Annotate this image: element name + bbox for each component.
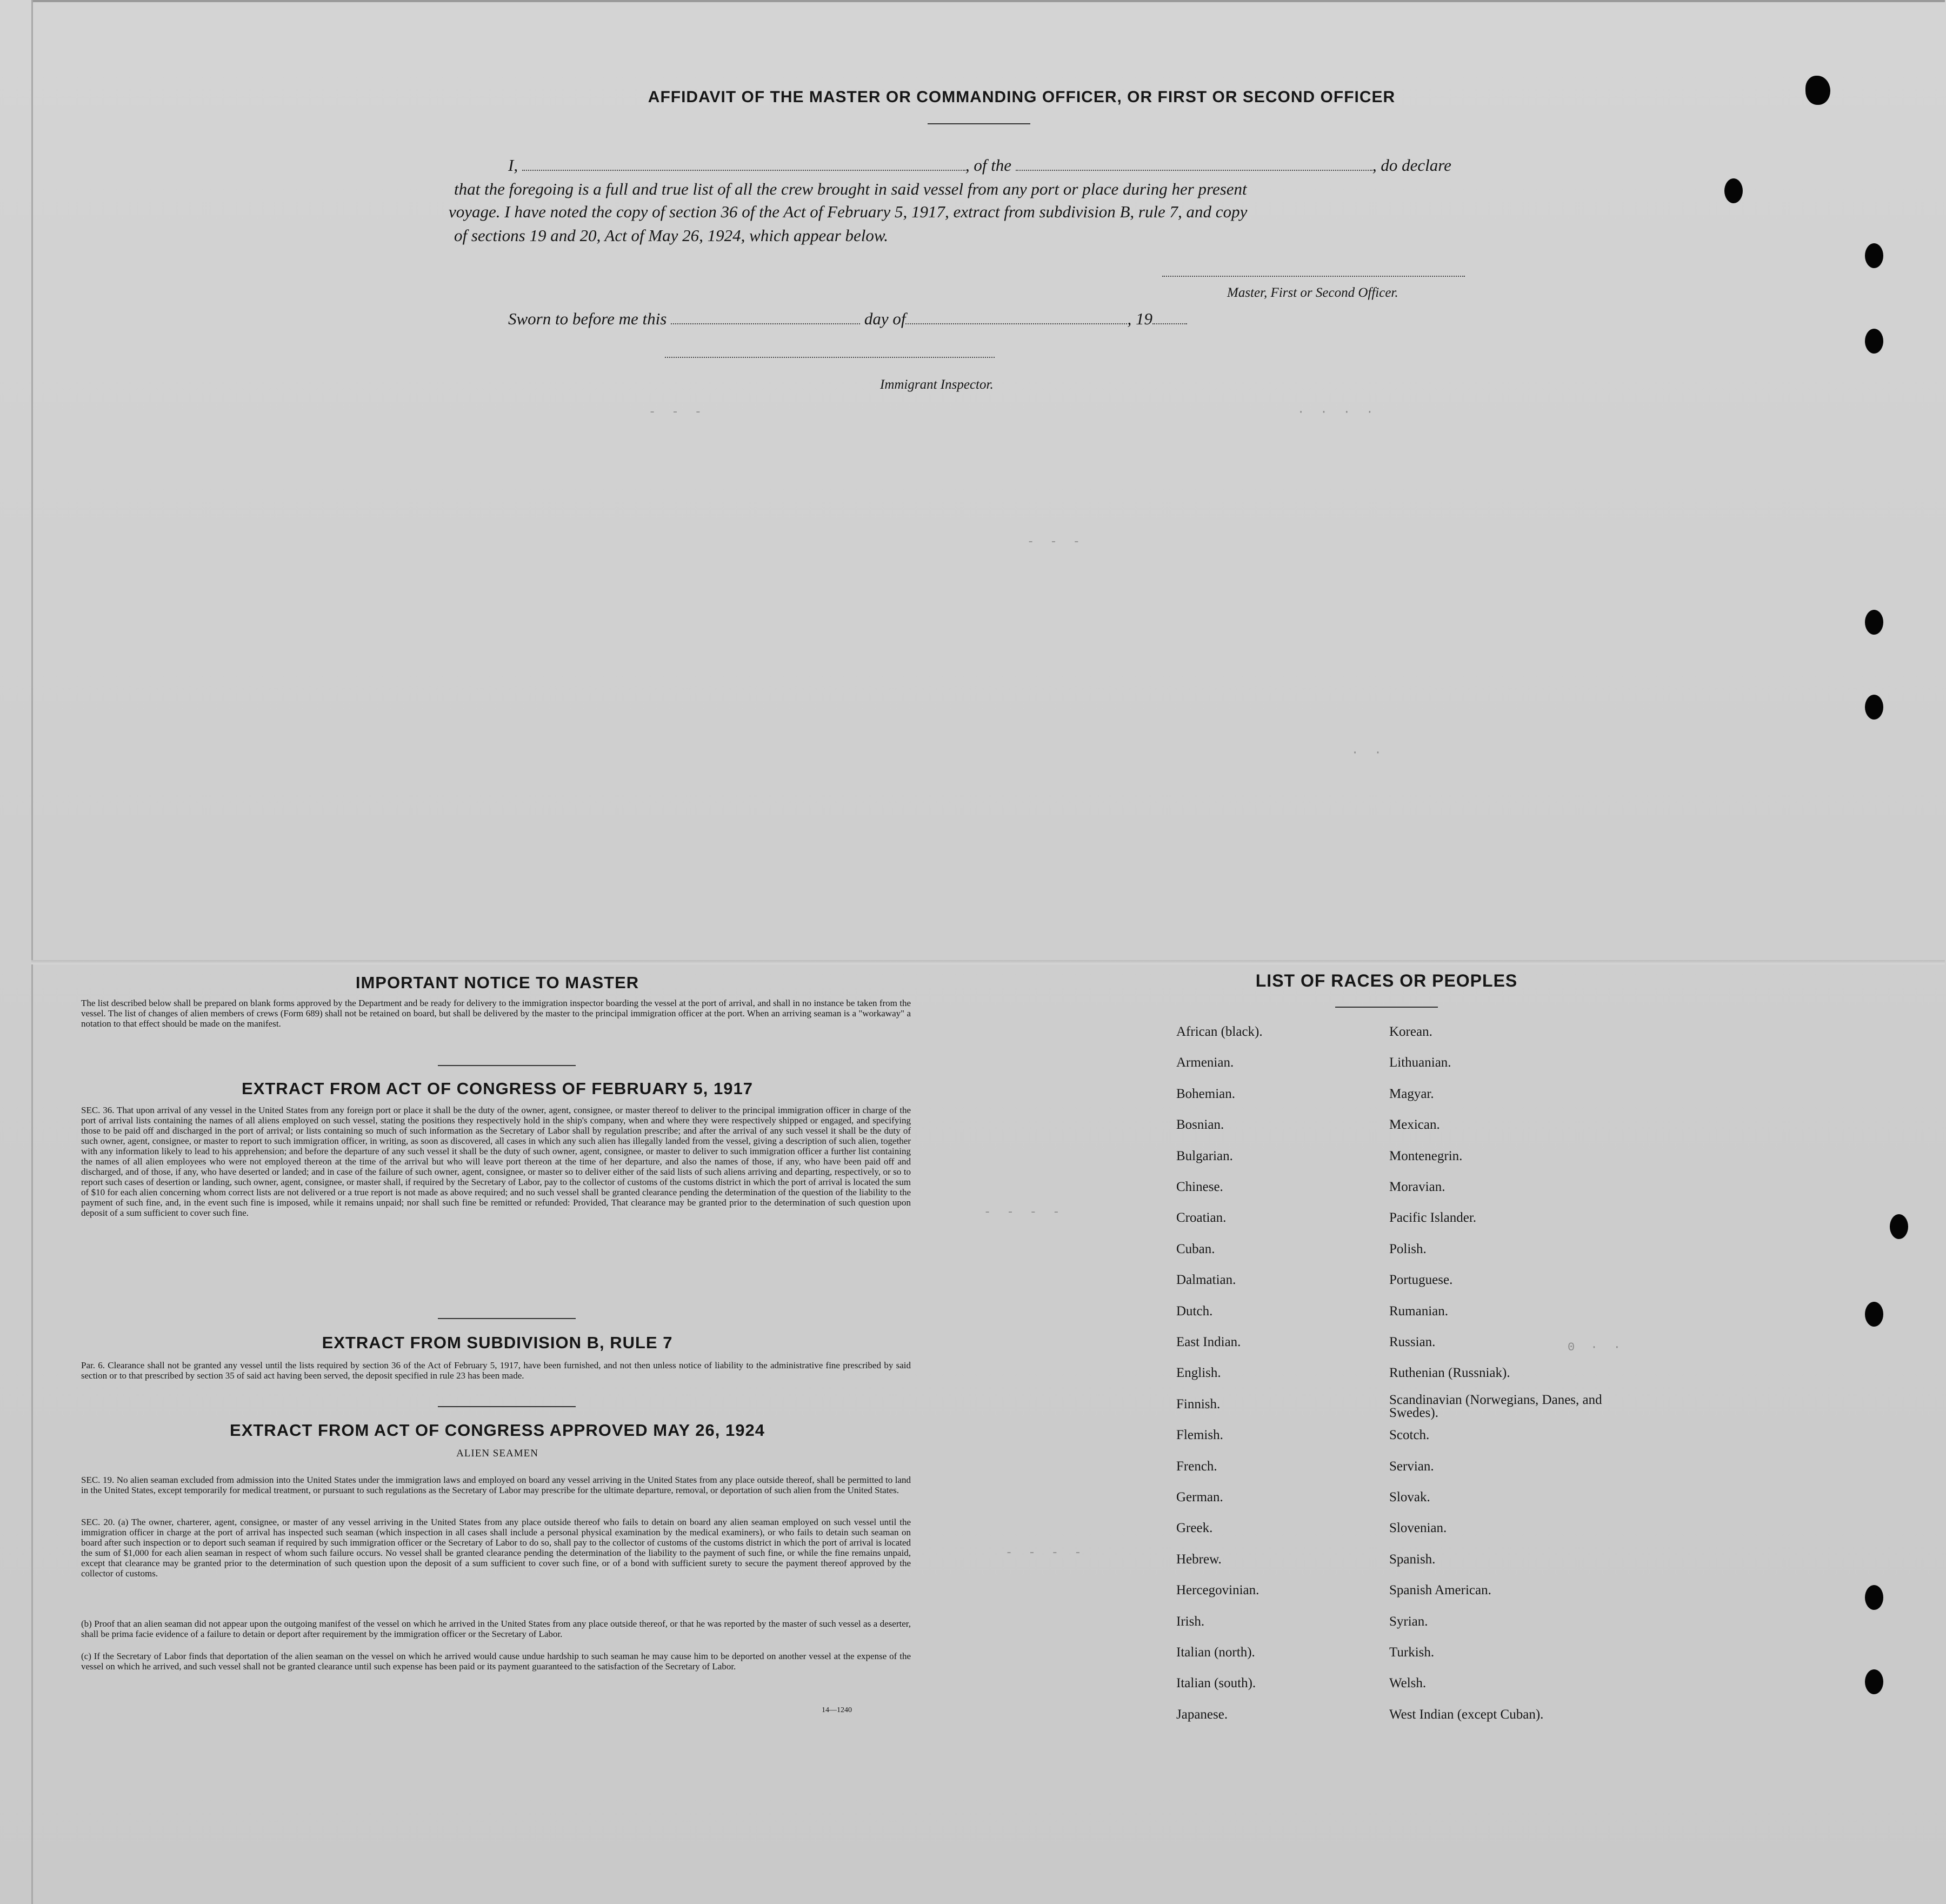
- affidavit-title: AFFIDAVIT OF THE MASTER OR COMMANDING OFFICER, OR FIRST OR SECOND OFFICER: [648, 88, 1396, 106]
- right-race-item: Slovenian.: [1389, 1521, 1447, 1535]
- right-race-item: Polish.: [1389, 1242, 1427, 1256]
- extract-1924-sec20c: (c) If the Secretary of Labor finds that deportation of the alien seaman on the vessel on which he arrived would cause undue hardship to such seaman he may cause him to be deported on another vessel at the expense of the vessel on which he arrived, and such vessel shall not be granted clearance until such expense has been paid or its payment guaranteed to the satisfaction of the Secretary of Labor.: [81, 1651, 911, 1672]
- bleed-through-text: 0 · ·: [1568, 1341, 1625, 1354]
- form-number: 14—1240: [822, 1706, 852, 1714]
- day-of-text: day of: [864, 309, 906, 328]
- section-divider: [438, 1318, 576, 1319]
- right-race-item: Scandinavian (Norwegians, Danes, and Swedes).: [1389, 1393, 1602, 1420]
- sworn-prefix: Sworn to before me this: [508, 309, 667, 328]
- inspector-signature-field[interactable]: [665, 357, 995, 358]
- punch-hole: [1865, 1585, 1883, 1610]
- right-race-item: Syrian.: [1389, 1614, 1428, 1629]
- extract-rule7-title: EXTRACT FROM SUBDIVISION B, RULE 7: [322, 1333, 673, 1352]
- master-signature-field[interactable]: [1162, 276, 1465, 277]
- right-race-item: Welsh.: [1389, 1676, 1427, 1690]
- affidavit-line-2: that the foregoing is a full and true list of all the crew brought in said vessel from any port or place during her present: [454, 179, 1247, 198]
- sworn-day-field[interactable]: [671, 323, 860, 324]
- punch-hole: [1865, 1302, 1883, 1327]
- bleed-through-text: - - -: [1027, 535, 1085, 549]
- punch-hole: [1865, 243, 1883, 268]
- punch-hole: [1805, 76, 1830, 105]
- affidavit-line-4: of sections 19 and 20, Act of May 26, 1924, which appear below.: [454, 226, 889, 245]
- left-race-item: Bulgarian.: [1176, 1149, 1233, 1163]
- extract-1924-title: EXTRACT FROM ACT OF CONGRESS APPROVED MAY 26, 1924: [230, 1421, 765, 1440]
- left-race-item: Flemish.: [1176, 1428, 1223, 1442]
- master-signature-label: Master, First or Second Officer.: [1227, 285, 1398, 300]
- do-declare-text: , do declare: [1372, 156, 1451, 175]
- notice-title: IMPORTANT NOTICE TO MASTER: [355, 973, 639, 992]
- right-race-item: Spanish.: [1389, 1552, 1436, 1567]
- of-the-text: , of the: [965, 156, 1012, 175]
- left-race-item: Japanese.: [1176, 1707, 1228, 1722]
- left-race-item: Hebrew.: [1176, 1552, 1222, 1567]
- vessel-name-field[interactable]: [1016, 170, 1372, 171]
- left-race-item: French.: [1176, 1459, 1217, 1474]
- bleed-through-text: - - - -: [984, 1206, 1064, 1219]
- bleed-through-text: · ·: [1351, 746, 1386, 760]
- declarant-name-field[interactable]: [522, 170, 965, 171]
- punch-hole: [1865, 610, 1883, 635]
- left-race-item: Finnish.: [1176, 1397, 1221, 1412]
- left-race-item: Bohemian.: [1176, 1087, 1236, 1101]
- page-edge-top: [31, 0, 1945, 2]
- sworn-line: [508, 309, 1265, 329]
- left-race-item: Croatian.: [1176, 1210, 1227, 1225]
- notice-body: The list described below shall be prepared on blank forms approved by the Department and be ready for delivery to the immigration inspector boarding the vessel at the port of arrival, and shall in no instance be taken from the vessel. The list of changes of alien members of crews (Form 689) shall not be retained on board, but shall be delivered by the master to the principal immigration officer at the port. When an arriving seaman is a "workaway" a notation to that effect should be made on the manifest.: [81, 998, 911, 1029]
- extract-1924-sec20b: (b) Proof that an alien seaman did not appear upon the outgoing manifest of the vessel on which he arrived in the United States from any place outside thereof, or that he was reported by the master of such vessel as a deserter, shall be prima facie evidence of a failure to detain or deport after requirement by the immigration officer or the Secretary of Labor.: [81, 1619, 911, 1639]
- left-race-item: Irish.: [1176, 1614, 1205, 1629]
- extract-1924-sec19: SEC. 19. No alien seaman excluded from admission into the United States under the immigration laws and employed on board any vessel arriving in the United States from any place outside thereof, shall be permitted to land in the United States, except temporarily for medical treatment, or pursuant to such regulations as the Secretary of Labor may prescribe for the ultimate departure, removal, or deportation of such alien from the United States.: [81, 1475, 911, 1495]
- right-race-item: Moravian.: [1389, 1180, 1445, 1194]
- page-edge-left: [31, 0, 33, 1904]
- races-title: LIST OF RACES OR PEOPLES: [1255, 971, 1518, 990]
- bleed-through-text: · · · ·: [1297, 405, 1378, 419]
- right-race-item: Servian.: [1389, 1459, 1434, 1474]
- right-race-item: Ruthenian (Russniak).: [1389, 1366, 1510, 1380]
- races-title-divider: [1335, 1007, 1438, 1008]
- sworn-month-field[interactable]: [905, 323, 1127, 324]
- left-race-item: Dutch.: [1176, 1304, 1213, 1319]
- left-race-item: Dalmatian.: [1176, 1273, 1236, 1287]
- left-race-item: Greek.: [1176, 1521, 1213, 1535]
- extract-1917-body: SEC. 36. That upon arrival of any vessel in the United States from any foreign port or place it shall be the duty of the owner, agent, consignee, or master thereof to deliver to the principal immigration officer in charge of the port of arrival lists containing the names of all aliens employed on such vessel, stating the positions they respectively hold in the ship's company, when and where they were respectively shipped or engaged, and specifying those to be paid off and discharged in the port of arrival; or lists containing so much of such information as the Secretary of Labor shall by regulation prescribe; and after the arrival of any such vessel it shall be the duty of such owner, agent, consignee, or master to report to such immigration officer, in writing, as soon as discovered, all cases in which any such alien has illegally landed from the vessel, giving a description of such alien, together with any information likely to lead to his apprehension; and before the departure of any such vessel it shall be the duty of such owner, agent, consignee, or master to deliver to such immigration officer a further list containing the names of all alien employees who were not employed thereon at the time of the arrival but who will leave port thereon at the time of her departure, and also the names of those, if any, who have been paid off and discharged, and of those, if any, who have deserted or landed; and in case of the failure of such owner, agent, consignee, or master so to deliver either of the said lists of such aliens arriving and departing, respectively, or so to report such cases of desertion or landing, such owner, agent, consignee, or master shall, if required by the Secretary of Labor, pay to the collector of customs of the customs district in which the port of arrival is located the sum of $10 for each alien concerning whom correct lists are not delivered or a true report is not made as above required; and no such vessel shall be granted clearance pending the determination of the question of the liability to the payment of such fine, and, in the event such fine is imposed, while it remains unpaid; nor shall such fine be remitted or refunded: Provided, That clearance may be granted prior to the determination of such question upon deposit of a sum sufficient to cover such fine.: [81, 1105, 911, 1218]
- left-race-item: Cuban.: [1176, 1242, 1215, 1256]
- punch-hole: [1724, 178, 1743, 203]
- left-race-item: African (black).: [1176, 1024, 1263, 1039]
- bleed-through-text: - - -: [649, 405, 707, 419]
- left-race-item: Armenian.: [1176, 1055, 1234, 1070]
- extract-1924-sec20a: SEC. 20. (a) The owner, charterer, agent, consignee, or master of any vessel arriving in the United States from any place outside thereof who fails to detain on board any alien seaman employed on such vessel until the immigration officer in charge at the port of arrival has inspected such seaman (which inspection in all cases shall include a personal physical examination by the medical examiners), or who fails to detain such seaman on board after such inspection or to deport such seaman if required by such immigration officer or the Secretary of Labor to do so, shall pay to the collector of customs of the customs district in which the port of arrival is located the sum of $1,000 for each alien seaman in respect of whom such failure occurs. No vessel shall be granted clearance pending the determination of the liability to the payment of such fine, or while the fine remains unpaid, except that clearance may be granted prior to the determination of such question upon the deposit of a sum sufficient to cover such fine, or of a bond with sufficient surety to secure the payment thereof approved by the collector of customs.: [81, 1517, 911, 1579]
- left-race-item: Italian (south).: [1176, 1676, 1256, 1690]
- section-divider: [438, 1406, 576, 1407]
- left-race-item: Chinese.: [1176, 1180, 1223, 1194]
- affidavit-line-3: voyage. I have noted the copy of section 36 of the Act of February 5, 1917, extract from subdivision B, rule 7, and copy: [449, 202, 1248, 221]
- right-race-item: Spanish American.: [1389, 1583, 1491, 1597]
- sworn-year-field[interactable]: [1152, 323, 1187, 324]
- right-race-item: Pacific Islander.: [1389, 1210, 1477, 1225]
- title-divider: [928, 123, 1030, 124]
- right-race-item: Slovak.: [1389, 1490, 1430, 1504]
- left-race-item: East Indian.: [1176, 1335, 1241, 1349]
- extract-rule7-body: Par. 6. Clearance shall not be granted any vessel until the lists required by section 36 of the Act of February 5, 1917, have been furnished, and not then unless notice of liability to the administrative fine prescribed by said section or to that prescribed by section 35 of said act having been served, the deposit specified in rule 23 has been made.: [81, 1360, 911, 1381]
- left-race-item: German.: [1176, 1490, 1223, 1504]
- punch-hole: [1890, 1214, 1908, 1239]
- right-race-item: West Indian (except Cuban).: [1389, 1707, 1544, 1722]
- punch-hole: [1865, 1669, 1883, 1694]
- right-race-item: Portuguese.: [1389, 1273, 1453, 1287]
- left-race-item: Bosnian.: [1176, 1117, 1224, 1132]
- page-fold-line: [31, 960, 1945, 964]
- bleed-through-text: - - - -: [1005, 1546, 1086, 1560]
- extract-1917-title: EXTRACT FROM ACT OF CONGRESS OF FEBRUARY 5, 1917: [242, 1079, 753, 1098]
- right-race-item: Korean.: [1389, 1024, 1432, 1039]
- section-divider: [438, 1065, 576, 1066]
- alien-seamen-subtitle: ALIEN SEAMEN: [456, 1448, 538, 1459]
- affidavit-line-1: [508, 156, 1508, 175]
- inspector-label: Immigrant Inspector.: [880, 377, 994, 392]
- right-race-item: Mexican.: [1389, 1117, 1440, 1132]
- punch-hole: [1865, 695, 1883, 720]
- right-race-item: Lithuanian.: [1389, 1055, 1451, 1070]
- right-race-item: Scotch.: [1389, 1428, 1430, 1442]
- left-race-item: Hercegovinian.: [1176, 1583, 1259, 1597]
- declarant-prefix: I,: [508, 156, 518, 175]
- year-prefix: , 19: [1127, 309, 1152, 328]
- right-race-item: Russian.: [1389, 1335, 1436, 1349]
- right-race-item: Montenegrin.: [1389, 1149, 1463, 1163]
- left-race-item: Italian (north).: [1176, 1645, 1255, 1660]
- right-race-item: Magyar.: [1389, 1087, 1434, 1101]
- punch-hole: [1865, 329, 1883, 354]
- right-race-item: Turkish.: [1389, 1645, 1435, 1660]
- left-race-item: English.: [1176, 1366, 1221, 1380]
- right-race-item: Rumanian.: [1389, 1304, 1449, 1319]
